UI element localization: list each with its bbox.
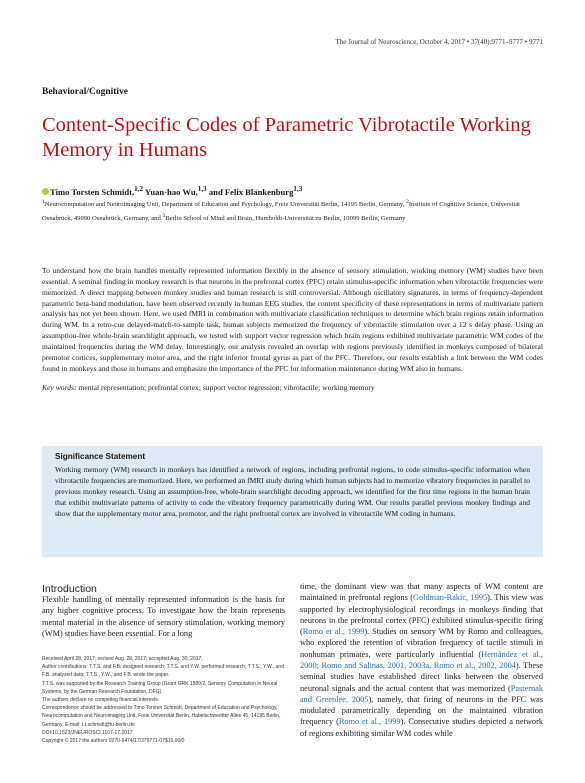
author-name: and Felix Blankenburg — [206, 186, 294, 197]
author-list — [42, 185, 302, 197]
significance-text: Working memory (WM) research in monkeys has identified a network of regions, including prefrontal regions, to code stimulus-specific information when vibrotactile frequencies are memorized. Here, we performed an fMRI study during which human subjects had to memorize vibratory frequencies in parallel to previous monkey research. Using an assumption-free, whole-brain searchlight decoding approach, we identified for the first time regions in the human brain that exhibit multivariate patterns of activity to code the vibratory frequency parametrically during WM. Our results parallel previous monkey findings and show that the supplementary motor area, premotor, and the right prefrontal cortex are involved in vibrotactile WM coding in humans. — [55, 465, 530, 518]
affil-text: Berlin School of Mind and Brain, Humboldt-Universität zu Berlin, 10099 Berlin, Germany — [165, 215, 406, 223]
author-name: Yuan-hao Wu, — [143, 186, 198, 197]
keywords-label: Key words: — [42, 383, 77, 392]
footnote-received: Received April 28, 2017; revised Aug. 28, 2017; accepted Aug. 30, 2017. — [42, 656, 203, 662]
body-text: ). Studies on sensory WM by Romo and colleagues, who explored the retention of vibration frequency of tactile stimuli in nonhuman primates, were particularly influential ( — [300, 627, 543, 659]
citation-link[interactable]: Romo et al., 1999 — [338, 717, 401, 727]
footnotes — [42, 655, 285, 745]
section-label: Behavioral/Cognitive — [42, 87, 129, 97]
body-text: time, the dominant view was that many aspects of WM content are maintained in prefrontal regions ( — [300, 582, 543, 603]
abstract: To understand how the brain handles mentally represented information flexibly in the absence of sensory stimulation, working memory (WM) studies have been essential. A seminal finding in monkey research is that neurons in the prefrontal cortex (PFC) retain stimulus-specific information when vibrotactile frequencies were memorized. A direct mapping between monkey studies and human research is still controversial. Although oscillatory signatures, in terms of frequency-dependent parametric beta-band modulation, have been observed recently in human EEG studies, the content specificity of these representations in terms of multivariate pattern analysis has not yet been shown. Here, we used fMRI in combination with multivariate classification techniques to determine which brain regions retain information during WM. In a retro-cue delayed-match-to-sample task, human subjects memorized the frequency of vibrotactile stimulation over a 12 s delay phase. Using an assumption-free whole-brain searchlight approach, we tested with support vector regression which brain regions exhibited multivariate parametric WM codes of the maintained frequencies during the WM delay. Interestingly, our analysis revealed an overlap with regions previously identified in monkeys composed of bilateral premotor cortices, supplementary motor area, and the right inferior frontal gyrus as part of the PFC. Therefore, our results establish a link between the WM codes found in monkeys and those in humans and emphasize the importance of the PFC for information maintenance during WM also in humans. — [42, 266, 543, 373]
footnote-copyright: Copyright © 2017 the authors 0270-6474/17/379771-07$15.00/0 — [42, 738, 185, 745]
running-header: The Journal of Neuroscience, October 4, 2017 • 37(40):9771–9777 • 9771 — [335, 38, 543, 46]
citation-link[interactable]: Pasternak and Greenlee, 2005 — [300, 683, 543, 704]
author-affil-sup: 1,3 — [197, 185, 207, 193]
intro-heading: Introduction — [42, 583, 97, 595]
orcid-icon[interactable] — [42, 188, 49, 195]
author-name: Timo Torsten Schmidt, — [50, 186, 135, 197]
footnote-correspondence: Correspondence should be addressed to Timo Torsten Schmidt, Department of Education and Psychology, Neurocomputation and Neuroimaging Unit, Freie Universität Berlin, Habelschwerdter Allee 45, 14195 Berlin, Germany. E-mail: t.t.schmidt@fu-berlin.de — [42, 705, 281, 728]
affiliations — [42, 197, 542, 225]
affil-sup: 3 — [162, 212, 166, 219]
body-text: ). These seminal studies have established direct links between the observed neuronal signals and the actual content that was memorized ( — [300, 660, 543, 693]
affil-sup: 2 — [406, 199, 409, 205]
author-affil-sup: 1,3 — [293, 185, 303, 193]
footnote-doi: DOI:10.1523/JNEUROSCI.1167-17.2017 — [42, 729, 133, 736]
intro-right-column — [300, 581, 543, 739]
citation-link[interactable]: Romo et al., 1999 — [302, 627, 365, 637]
intro-left-column: Flexible handling of mentally represented information is the basis for any higher cognitive process. To investigate how the brain represents mental material in the absence of sensory stimulation, working memory (WM) studies have been essential. For a long — [42, 595, 285, 639]
keywords — [42, 383, 543, 392]
affil-text: Neurocomputation and Neuroimaging Unit, Department of Education and Psychology, Freie Universität Berlin, 14195 Berlin, Germany, — [44, 201, 407, 209]
body-text: ). This view was supported by electrophysiological recordings in monkeys finding that neurons in the prefrontal cortex (PFC) exhibited stimulus-specific firing ( — [300, 593, 543, 637]
body-text: ). Consecutive studies depicted a network of regions exhibiting similar WM codes while — [300, 717, 543, 738]
citation-link[interactable]: Goldman-Rakic, 1995 — [413, 593, 488, 603]
article-title: Content-Specific Codes of Parametric Vibrotactile Working Memory in Humans — [42, 114, 531, 161]
body-text: ), namely, that firing of neurons in the PFC was modulated parametrically depending on the maintained vibration frequency ( — [300, 694, 543, 727]
keywords-list: mental representation; prefrontal cortex; support vector regression; vibrotactile; working memory — [76, 383, 375, 392]
citation-link[interactable]: Hernández et al., 2000; Romo and Salinas, 2001, 2003a, Romo et al., 2002, 2004 — [300, 649, 544, 670]
footnote-funding: T.T.S. was supported by the Research Training Group (Grant GRK 1589/2, Sensory Computation in Neural Systems, by the German Research Foundation, DFG). — [42, 680, 278, 695]
footnote-contributions: Author contributions: T.T.S. and F.B. designed research; T.T.S. and Y.W. performed research; T.T.S., Y.W., and F.B. analyzed data; T.T.S., Y.W., and F.B. wrote the paper. — [42, 664, 284, 679]
footnote-competing: The authors declare no competing financial interests. — [42, 697, 160, 704]
significance-box — [42, 446, 543, 557]
affil-sup: 1 — [42, 199, 45, 205]
author-affil-sup: 1,2 — [134, 185, 144, 193]
significance-title: Significance Statement — [55, 452, 146, 461]
affil-text: Institute of Cognitive Science, Universität Osnabrück, 49090 Osnabrück, Germany, and — [42, 201, 521, 223]
